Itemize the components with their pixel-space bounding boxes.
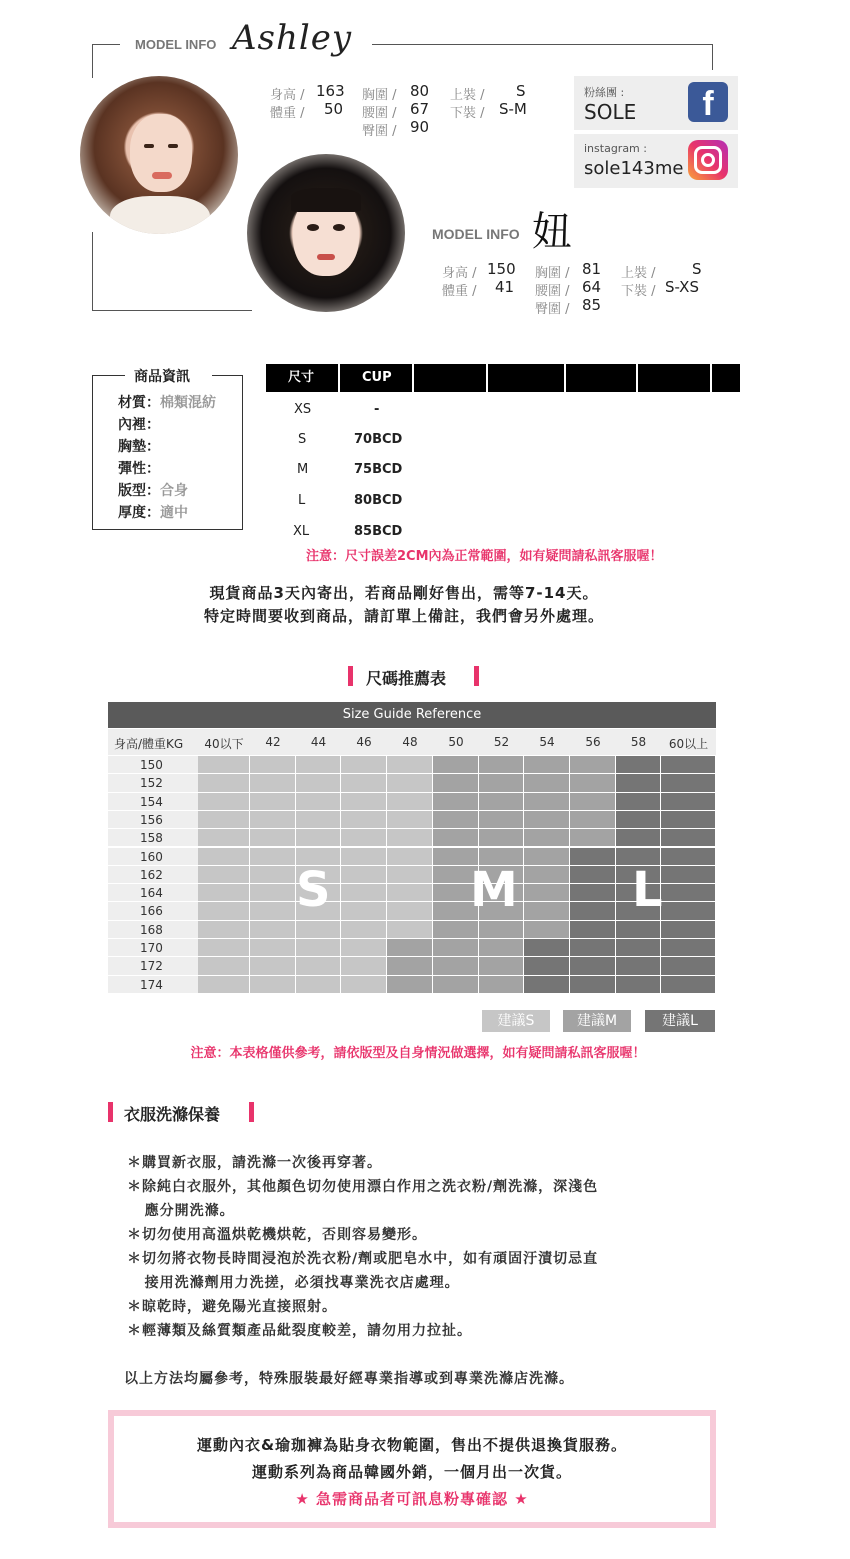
- care-item-4: ＊切勿將衣物長時間浸泡於洗衣粉/劑或肥皂水中，如有頑固汙漬切忌直: [127, 1251, 599, 1267]
- guide-cell: [198, 848, 250, 866]
- guide-cell: [661, 829, 716, 847]
- guide-cell: [616, 774, 661, 792]
- shipping-line-1: 現貨商品3天內寄出，若商品剛好售出，需等7-14天。: [209, 584, 599, 602]
- product-row-pad: 胸墊：: [118, 439, 160, 455]
- model2-bust: 81: [582, 260, 602, 278]
- guide-cell: [250, 902, 296, 920]
- guide-cell: [198, 921, 250, 939]
- guide-cell: [570, 921, 616, 939]
- guide-cell: [661, 957, 716, 975]
- guide-cell: [524, 939, 570, 957]
- guide-cell: [198, 756, 250, 774]
- model-frame-line-top-left: [92, 44, 120, 45]
- guide-cell: [341, 848, 387, 866]
- guide-cell: [296, 756, 341, 774]
- guide-cell: [524, 793, 570, 811]
- guide-height-158: 158: [108, 829, 198, 847]
- size-header-col3: [414, 364, 486, 392]
- guide-cell: [524, 756, 570, 774]
- guide-weight-7: 54: [539, 735, 555, 749]
- model1-bust-label: 胸圍 /: [362, 88, 397, 103]
- guide-cell: [341, 921, 387, 939]
- model1-height-label: 身高 /: [270, 88, 305, 103]
- care-item-6: ＊輕薄類及絲質類產品紕裂度較差，請勿用力拉扯。: [127, 1323, 472, 1339]
- instagram-label: instagram :: [584, 142, 647, 155]
- guide-cell: [661, 866, 716, 884]
- guide-cell: [387, 884, 433, 902]
- product-info-title: 商品資訊: [134, 369, 190, 385]
- guide-cell: [387, 866, 433, 884]
- model2-waist: 64: [582, 278, 602, 296]
- guide-cell: [570, 884, 616, 902]
- guide-cell: [661, 921, 716, 939]
- instagram-icon: [688, 140, 728, 180]
- care-item-2b: 應分開洗滌。: [127, 1203, 235, 1219]
- guide-cell: [250, 957, 296, 975]
- guide-weight-1: 42: [265, 735, 281, 749]
- guide-weight-6: 52: [493, 735, 510, 749]
- model2-weight: 41: [495, 278, 515, 296]
- notice-line-3: ★ 急需商品者可訊息粉專確認 ★: [295, 1490, 529, 1508]
- legend-m: 建議M: [563, 1010, 631, 1032]
- model-frame-line-right: [712, 44, 713, 70]
- guide-cell: [387, 774, 433, 792]
- guide-weight-9: 58: [630, 735, 647, 749]
- guide-cell: [387, 811, 433, 829]
- product-row-thickness: 厚度：適中: [118, 505, 188, 521]
- guide-cell: [524, 811, 570, 829]
- guide-weight-8: 56: [585, 735, 601, 749]
- guide-cell: [433, 811, 479, 829]
- guide-cell: [387, 939, 433, 957]
- guide-height-166: 166: [108, 902, 198, 920]
- guide-cell: [616, 921, 661, 939]
- size-row-xl: XL 85BCD: [293, 524, 403, 539]
- guide-cell: [479, 756, 524, 774]
- guide-cell: [250, 921, 296, 939]
- guide-cell: [479, 829, 524, 847]
- guide-cell: [661, 811, 716, 829]
- product-row-elastic: 彈性：: [118, 461, 160, 477]
- guide-cell: [198, 976, 250, 994]
- guide-cell: [433, 774, 479, 792]
- guide-cell: [250, 884, 296, 902]
- model2-waist-label: 腰圍 /: [535, 284, 570, 299]
- guide-table-title: Size Guide Reference: [108, 702, 716, 728]
- care-item-5: ＊晾乾時，避免陽光直接照射。: [127, 1299, 337, 1315]
- guide-cell: [296, 957, 341, 975]
- instagram-name: sole143me: [584, 158, 684, 179]
- guide-cell: [661, 884, 716, 902]
- guide-cell: [524, 848, 570, 866]
- care-item-4b: 接用洗滌劑用力洗搓，必須找專業洗衣店處理。: [127, 1275, 460, 1291]
- size-header-col7: [712, 364, 740, 392]
- guide-cell: [433, 829, 479, 847]
- model2-weight-label: 體重 /: [442, 284, 477, 299]
- guide-cell: [341, 976, 387, 994]
- guide-cell: [198, 793, 250, 811]
- care-item-2: ＊除純白衣服外，其他顏色切勿使用漂白作用之洗衣粉/劑洗滌，深淺色: [127, 1179, 599, 1195]
- model1-waist-label: 腰圍 /: [362, 106, 397, 121]
- guide-cell: [296, 939, 341, 957]
- guide-cell: [198, 884, 250, 902]
- guide-cell: [250, 811, 296, 829]
- guide-cell: [296, 811, 341, 829]
- guide-letter-l: L: [632, 862, 663, 918]
- guide-cell: [479, 774, 524, 792]
- guide-cell: [387, 793, 433, 811]
- guide-cell: [387, 976, 433, 994]
- size-header-col4: [488, 364, 564, 392]
- guide-height-162: 162: [108, 866, 198, 884]
- guide-weight-0: 40以下: [204, 737, 244, 751]
- model1-top-label: 上裝 /: [450, 88, 485, 103]
- guide-cell: [524, 976, 570, 994]
- size-row-m: M 75BCD: [297, 462, 403, 477]
- size-note: 注意：尺寸誤差2CM內為正常範圍，如有疑問請私訊客服喔！: [306, 549, 663, 564]
- guide-weight-4: 48: [402, 735, 418, 749]
- guide-bar-left: [348, 666, 353, 686]
- care-bar-right: [249, 1102, 254, 1122]
- guide-cell: [296, 976, 341, 994]
- model1-header: MODEL INFO: [135, 37, 217, 52]
- legend-s: 建議S: [482, 1010, 550, 1032]
- guide-corner: 身高/體重KG: [114, 737, 184, 751]
- guide-cell: [198, 957, 250, 975]
- model2-header: MODEL INFO: [432, 226, 520, 242]
- guide-cell: [570, 774, 616, 792]
- guide-letter-m: M: [470, 862, 518, 918]
- size-header-cup: CUP: [340, 364, 412, 392]
- guide-cell: [198, 939, 250, 957]
- guide-cell: [198, 811, 250, 829]
- guide-cell: [661, 976, 716, 994]
- notice-line-1: 運動內衣&瑜珈褲為貼身衣物範圍，售出不提供退換貨服務。: [196, 1436, 628, 1454]
- guide-cell: [341, 939, 387, 957]
- guide-cell: [198, 902, 250, 920]
- care-item-3: ＊切勿使用高溫烘乾機烘乾，否則容易變形。: [127, 1227, 427, 1243]
- guide-cell: [570, 957, 616, 975]
- facebook-name: SOLE: [584, 100, 637, 124]
- model2-height-label: 身高 /: [442, 266, 477, 281]
- guide-cell: [198, 866, 250, 884]
- guide-cell: [250, 774, 296, 792]
- guide-section-title: 尺碼推薦表: [366, 669, 447, 688]
- guide-cell: [570, 811, 616, 829]
- guide-cell: [250, 976, 296, 994]
- legend-l: 建議L: [645, 1010, 715, 1032]
- size-row-xs: XS -: [294, 402, 380, 417]
- guide-height-156: 156: [108, 811, 198, 829]
- model2-avatar: [247, 154, 405, 312]
- guide-cell: [250, 939, 296, 957]
- guide-cell: [341, 829, 387, 847]
- guide-height-154: 154: [108, 793, 198, 811]
- care-list: [127, 1152, 687, 1344]
- guide-cell: [479, 921, 524, 939]
- guide-cell: [433, 939, 479, 957]
- model-frame-line-left-b: [92, 232, 93, 310]
- guide-cell: [524, 902, 570, 920]
- notice-line-2: 運動系列為商品韓國外銷，一個月出一次貨。: [251, 1463, 572, 1481]
- guide-cell: [570, 793, 616, 811]
- model1-name: Ashley: [232, 18, 353, 58]
- guide-cell: [570, 976, 616, 994]
- guide-cell: [479, 793, 524, 811]
- guide-cell: [570, 756, 616, 774]
- model2-bust-label: 胸圍 /: [535, 266, 570, 281]
- guide-weight-10: 60以上: [668, 737, 709, 751]
- model-frame-line-left-a: [92, 44, 93, 78]
- size-header-col5: [566, 364, 636, 392]
- product-row-fit: 版型：合身: [118, 483, 188, 499]
- guide-letter-s: S: [296, 862, 331, 918]
- model1-waist: 67: [410, 100, 430, 118]
- guide-cell: [661, 902, 716, 920]
- guide-cell: [524, 884, 570, 902]
- guide-cell: [661, 756, 716, 774]
- guide-cell: [341, 756, 387, 774]
- guide-cell: [341, 774, 387, 792]
- guide-cell: [250, 829, 296, 847]
- guide-weight-2: 44: [310, 735, 327, 749]
- guide-cell: [524, 957, 570, 975]
- guide-cell: [570, 939, 616, 957]
- guide-cell: [479, 976, 524, 994]
- guide-cell: [661, 939, 716, 957]
- guide-cell: [387, 848, 433, 866]
- guide-cell: [341, 884, 387, 902]
- product-row-lining: 內裡：: [118, 417, 160, 433]
- guide-cell: [433, 921, 479, 939]
- guide-cell: [524, 866, 570, 884]
- size-row-l: L 80BCD: [298, 493, 403, 508]
- care-title: 衣服洗滌保養: [124, 1105, 221, 1124]
- guide-cell: [433, 756, 479, 774]
- instagram-box[interactable]: [574, 134, 738, 188]
- model1-bottom: S-M: [499, 100, 527, 118]
- guide-height-152: 152: [108, 774, 198, 792]
- model1-bust: 80: [410, 82, 430, 100]
- guide-cell: [387, 921, 433, 939]
- model1-weight: 50: [324, 100, 344, 118]
- guide-cell: [524, 829, 570, 847]
- guide-cell: [433, 976, 479, 994]
- model1-weight-label: 體重 /: [270, 106, 305, 121]
- model1-avatar: [80, 76, 238, 234]
- guide-cell: [296, 829, 341, 847]
- model2-height: 150: [487, 260, 516, 278]
- guide-cell: [341, 866, 387, 884]
- model1-height: 163: [316, 82, 345, 100]
- guide-cell: [616, 793, 661, 811]
- guide-cell: [387, 756, 433, 774]
- guide-cell: [479, 811, 524, 829]
- guide-cell: [616, 829, 661, 847]
- model-frame-line-bottom: [92, 310, 252, 311]
- guide-cell: [341, 811, 387, 829]
- size-header-col6: [638, 364, 710, 392]
- model2-top: S: [692, 260, 702, 278]
- facebook-icon: f: [688, 82, 728, 122]
- model2-name: 妞: [532, 209, 572, 255]
- model1-top: S: [516, 82, 526, 100]
- guide-weight-3: 46: [356, 735, 372, 749]
- guide-note: 注意：本表格僅供參考，請依版型及自身情況做選擇，如有疑問請私訊客服喔！: [190, 1046, 646, 1061]
- guide-cell: [570, 902, 616, 920]
- guide-weight-5: 50: [448, 735, 464, 749]
- care-item-1: ＊購買新衣服，請洗滌一次後再穿著。: [127, 1155, 382, 1171]
- model1-bottom-label: 下裝 /: [450, 106, 485, 121]
- care-bar-left: [108, 1102, 113, 1122]
- guide-cell: [250, 756, 296, 774]
- model2-hip: 85: [582, 296, 602, 314]
- guide-cell: [570, 866, 616, 884]
- guide-height-172: 172: [108, 957, 198, 975]
- guide-cell: [433, 793, 479, 811]
- product-info-rows: [118, 392, 238, 524]
- guide-cell: [616, 756, 661, 774]
- model2-bottom-label: 下裝 /: [621, 284, 656, 299]
- guide-height-150: 150: [108, 756, 198, 774]
- size-table-header: [266, 364, 740, 392]
- facebook-box[interactable]: [574, 76, 738, 130]
- guide-cell: [198, 774, 250, 792]
- guide-height-168: 168: [108, 921, 198, 939]
- guide-height-160: 160: [108, 848, 198, 866]
- guide-cell: [570, 848, 616, 866]
- guide-cell: [524, 921, 570, 939]
- guide-cell: [296, 921, 341, 939]
- guide-cell: [250, 866, 296, 884]
- guide-cell: [387, 829, 433, 847]
- guide-cell: [433, 957, 479, 975]
- guide-cell: [524, 774, 570, 792]
- size-row-s: S 70BCD: [298, 432, 403, 447]
- model1-hip-label: 臀圍 /: [362, 124, 397, 139]
- guide-cell: [198, 829, 250, 847]
- guide-height-170: 170: [108, 939, 198, 957]
- guide-cell: [479, 939, 524, 957]
- guide-height-164: 164: [108, 884, 198, 902]
- guide-cell: [387, 902, 433, 920]
- model-frame-line-top-right: [372, 44, 712, 45]
- guide-cell: [616, 939, 661, 957]
- guide-cell: [296, 774, 341, 792]
- guide-cell: [387, 957, 433, 975]
- guide-cell: [661, 793, 716, 811]
- guide-cell: [661, 774, 716, 792]
- guide-height-174: 174: [108, 976, 198, 994]
- guide-cell: [250, 848, 296, 866]
- guide-cell: [250, 793, 296, 811]
- guide-cell: [570, 829, 616, 847]
- model1-hip: 90: [410, 118, 430, 136]
- product-row-material: 材質：棉類混紡: [118, 395, 216, 411]
- facebook-label: 粉絲團 :: [584, 86, 625, 99]
- guide-cell: [479, 957, 524, 975]
- shipping-line-2: 特定時間要收到商品，請訂單上備註，我們會另外處理。: [203, 607, 604, 625]
- guide-cell: [341, 957, 387, 975]
- guide-cell: [616, 957, 661, 975]
- guide-bar-right: [474, 666, 479, 686]
- guide-cell: [616, 811, 661, 829]
- model2-bottom: S-XS: [665, 278, 699, 296]
- guide-cell: [341, 793, 387, 811]
- guide-cell: [341, 902, 387, 920]
- size-header-size: 尺寸: [266, 364, 338, 392]
- care-footer: 以上方法均屬參考，特殊服裝最好經專業指導或到專業洗滌店洗滌。: [124, 1371, 574, 1387]
- model2-hip-label: 臀圍 /: [535, 302, 570, 317]
- guide-cell: [661, 848, 716, 866]
- model2-top-label: 上裝 /: [621, 266, 656, 281]
- guide-cell: [296, 793, 341, 811]
- guide-cell: [616, 976, 661, 994]
